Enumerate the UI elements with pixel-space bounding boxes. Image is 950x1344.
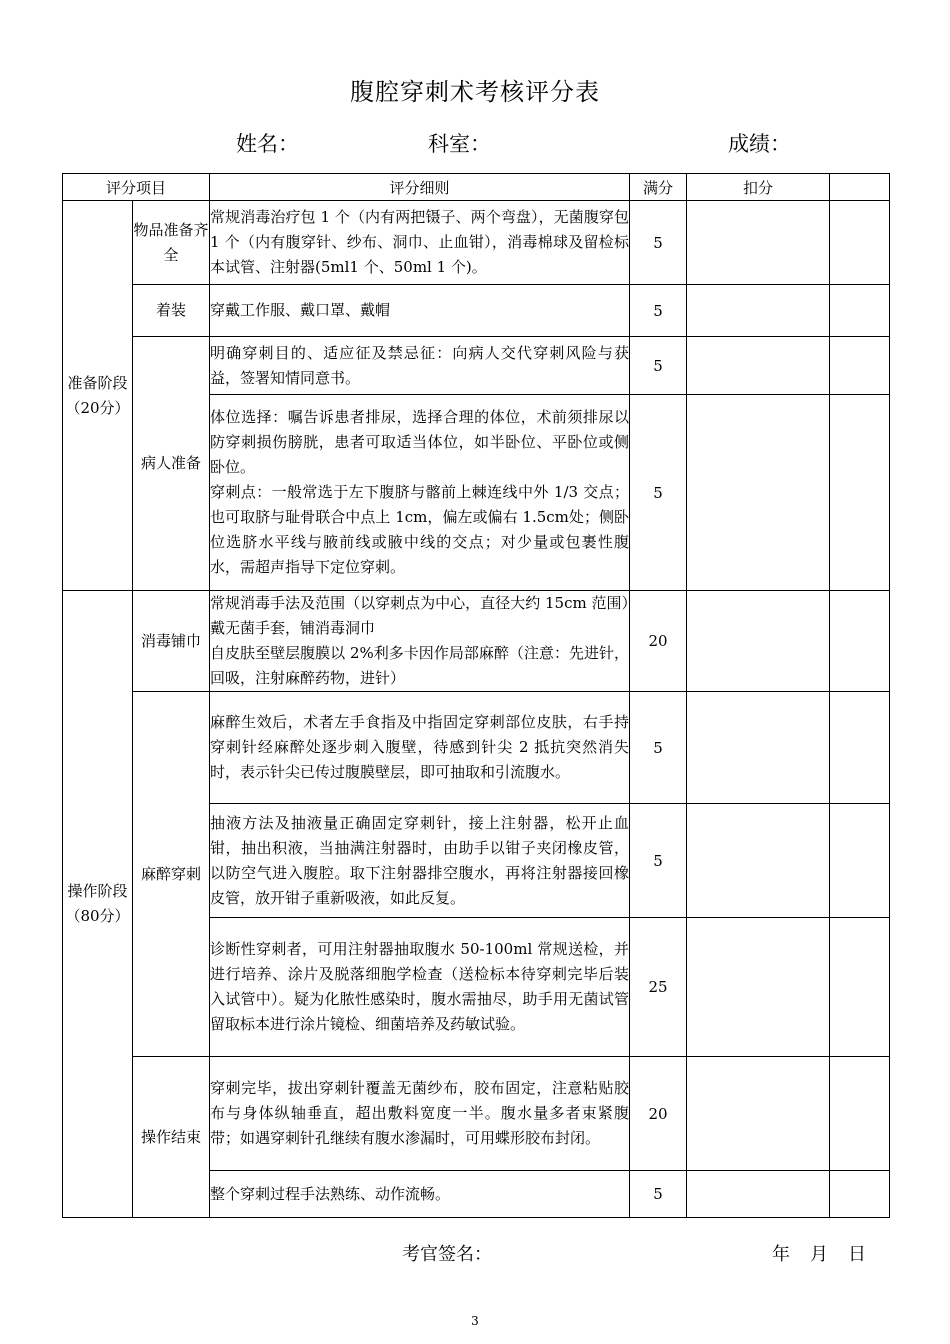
extra-cell[interactable] <box>830 201 890 285</box>
sub-item: 病人准备 <box>133 337 210 591</box>
extra-cell[interactable] <box>830 1171 890 1218</box>
full-score: 5 <box>630 201 687 285</box>
row-detail <box>210 591 630 692</box>
row-detail <box>210 285 630 337</box>
detail-line: 明确穿刺目的、适应征及禁忌征：向病人交代穿刺风险与获益，签署知情同意书。 <box>210 343 630 387</box>
extra-cell[interactable] <box>830 918 890 1057</box>
page-title: 腹腔穿刺术考核评分表 <box>350 78 600 106</box>
full-score: 5 <box>630 285 687 337</box>
deduct-cell[interactable] <box>687 395 830 591</box>
full-score: 20 <box>630 1057 687 1171</box>
row-detail <box>210 692 630 804</box>
table-row <box>63 692 890 804</box>
scoring-table <box>62 173 890 1218</box>
row-detail <box>210 918 630 1057</box>
row-detail <box>210 201 630 285</box>
row-detail <box>210 337 630 395</box>
detail-line: 体位选择：嘱告诉患者排尿，选择合理的体位，术前须排尿以防穿刺损伤膀胱，患者可取适当体位，如半卧位、平卧位或侧卧位。 <box>210 408 630 476</box>
detail-line: 抽液方法及抽液量正确固定穿刺针，接上注射器，松开止血钳，抽出积液，当抽满注射器时，由助手以钳子夹闭橡皮管，以防空气进入腹腔。取下注射器排空腹水，再将注射器接回橡皮管，放开钳子重新吸液，如此反复。 <box>210 813 630 907</box>
extra-cell[interactable] <box>830 337 890 395</box>
sub-item: 物品准备齐全 <box>133 201 210 285</box>
full-score: 20 <box>630 591 687 692</box>
full-score: 5 <box>630 395 687 591</box>
stage-prep-label: 准备阶段（20分） <box>65 373 130 417</box>
extra-cell[interactable] <box>830 395 890 591</box>
full-score: 5 <box>630 1171 687 1218</box>
extra-cell[interactable] <box>830 1057 890 1171</box>
table-row <box>63 285 890 337</box>
sub-item: 消毒铺巾 <box>133 591 210 692</box>
detail-line: 常规消毒治疗包 1 个（内有两把镊子、两个弯盘），无菌腹穿包 1 个（内有腹穿针、纱布、洞巾、止血钳），消毒棉球及留检标本试管、注射器(5ml1 个、50ml 1 个)。 <box>210 208 630 276</box>
header-detail: 评分细则 <box>210 174 630 201</box>
table-header-row <box>63 174 890 201</box>
full-score: 5 <box>630 804 687 918</box>
deduct-cell[interactable] <box>687 804 830 918</box>
extra-cell[interactable] <box>830 804 890 918</box>
full-score: 25 <box>630 918 687 1057</box>
row-detail <box>210 1171 630 1218</box>
table-row <box>63 201 890 285</box>
examiner-signature-label: 考官签名： <box>402 1244 492 1265</box>
extra-cell[interactable] <box>830 591 890 692</box>
page-number: 3 <box>471 1314 479 1328</box>
table-row <box>63 337 890 395</box>
deduct-cell[interactable] <box>687 201 830 285</box>
deduct-cell[interactable] <box>687 1171 830 1218</box>
table-row <box>63 591 890 692</box>
detail-line: 麻醉生效后，术者左手食指及中指固定穿刺部位皮肤，右手持穿刺针经麻醉处逐步刺入腹壁，待感到针尖 2 抵抗突然消失时，表示针尖已传过腹膜壁层，即可抽取和引流腹水。 <box>210 713 630 781</box>
row-detail <box>210 1057 630 1171</box>
deduct-cell[interactable] <box>687 692 830 804</box>
stage-op <box>63 591 133 1218</box>
deduct-cell[interactable] <box>687 337 830 395</box>
full-score: 5 <box>630 337 687 395</box>
row-detail <box>210 395 630 591</box>
sub-item: 操作结束 <box>133 1057 210 1218</box>
header-deduct: 扣分 <box>687 174 830 201</box>
detail-line: 整个穿刺过程手法熟练、动作流畅。 <box>210 1184 451 1203</box>
detail-line: 诊断性穿刺者，可用注射器抽取腹水 50-100ml 常规送检，并进行培养、涂片及脱落细胞学检查（送检标本待穿刺完毕后装入试管中）。疑为化脓性感染时，腹水需抽尽，助手用无菌试管留取标本进行涂片镜检、细菌培养及药敏试验。 <box>210 940 630 1033</box>
deduct-cell[interactable] <box>687 918 830 1057</box>
header-item: 评分项目 <box>63 174 210 201</box>
detail-line: 自皮肤至壁层腹膜以 2%利多卡因作局部麻醉（注意：先进针，回吸，注射麻醉药物，进针） <box>210 644 630 687</box>
extra-cell[interactable] <box>830 285 890 337</box>
sub-item: 麻醉穿刺 <box>133 692 210 1057</box>
detail-line: 穿戴工作服、戴口罩、戴帽 <box>210 301 391 319</box>
deduct-cell[interactable] <box>687 591 830 692</box>
row-detail <box>210 804 630 918</box>
sub-item: 着装 <box>133 285 210 337</box>
stage-prep <box>63 201 133 591</box>
detail-line: 常规消毒手法及范围（以穿刺点为中心，直径大约 15cm 范围）戴无菌手套，铺消毒洞巾 <box>210 594 630 637</box>
date-label: 年 月 日 <box>772 1244 867 1265</box>
stage-op-label: 操作阶段（80分） <box>65 882 130 925</box>
deduct-cell[interactable] <box>687 1057 830 1171</box>
detail-line: 穿刺点：一般常选于左下腹脐与髂前上棘连线中外 1/3 交点；也可取脐与耻骨联合中点上 1cm，偏左或偏右 1.5cm处；侧卧位选脐水平线与腋前线或腋中线的交点；对少量或包裹性腹水，需超声指导下定位穿刺。 <box>210 483 630 576</box>
header-full-score: 满分 <box>630 174 687 201</box>
detail-line: 穿刺完毕，拔出穿刺针覆盖无菌纱布，胶布固定，注意粘贴胶布与身体纵轴垂直，超出敷料宽度一半。腹水量多者束紧腹带；如遇穿刺针孔继续有腹水渗漏时，可用蝶形胶布封闭。 <box>210 1079 630 1147</box>
extra-cell[interactable] <box>830 692 890 804</box>
deduct-cell[interactable] <box>687 285 830 337</box>
name-label: 姓名： <box>236 132 299 156</box>
score-label: 成绩： <box>728 132 791 156</box>
dept-label: 科室： <box>428 132 491 156</box>
table-row <box>63 1057 890 1171</box>
full-score: 5 <box>630 692 687 804</box>
header-extra <box>830 174 890 201</box>
